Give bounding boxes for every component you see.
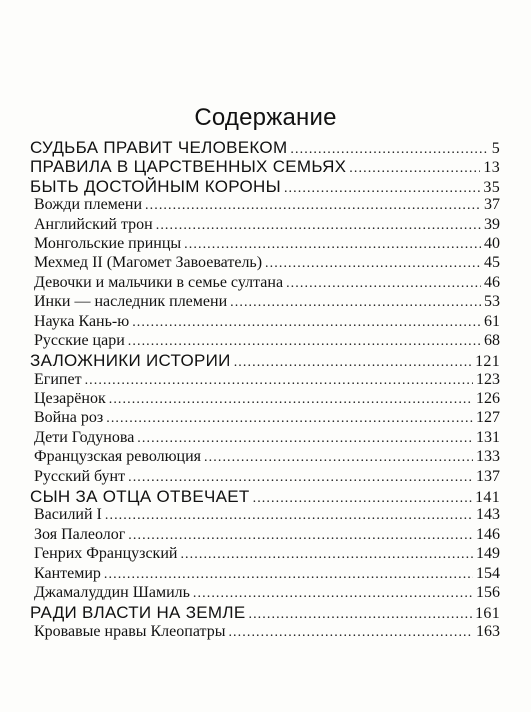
toc-entry-title: Кровавые нравы Клеопатры bbox=[34, 622, 226, 640]
toc-page-number: 163 bbox=[476, 622, 500, 640]
toc-entry bbox=[30, 293, 500, 312]
toc-page-number: 149 bbox=[476, 545, 500, 563]
page-title: Содержание bbox=[194, 104, 337, 131]
toc-entry bbox=[30, 545, 500, 564]
dot-leader bbox=[230, 295, 481, 311]
toc-entry-title: ПРАВИЛА В ЦАРСТВЕННЫХ СЕМЬЯХ bbox=[30, 157, 347, 177]
toc-page-number: 68 bbox=[484, 331, 500, 349]
toc-page-number: 137 bbox=[476, 467, 500, 485]
toc-page-number: 35 bbox=[483, 178, 500, 196]
toc-entry bbox=[30, 603, 500, 622]
toc-page-number: 133 bbox=[476, 448, 500, 466]
dot-leader bbox=[105, 508, 473, 524]
toc-page-number: 126 bbox=[476, 390, 500, 408]
toc-entry-title: Английский трон bbox=[34, 215, 153, 233]
dot-leader bbox=[290, 142, 488, 158]
toc-entry bbox=[30, 254, 500, 273]
toc-entry bbox=[30, 448, 500, 467]
dot-leader bbox=[132, 315, 481, 331]
dot-leader bbox=[156, 218, 481, 234]
dot-leader bbox=[253, 491, 473, 507]
dot-leader bbox=[85, 373, 473, 389]
toc-page-number: 121 bbox=[475, 353, 500, 371]
toc-entry-title: Мехмед II (Магомет Завоеватель) bbox=[34, 254, 263, 272]
dot-leader bbox=[248, 607, 472, 623]
toc-page-number: 161 bbox=[475, 605, 500, 623]
toc-entry-title: Наука Кань-ю bbox=[34, 312, 130, 330]
toc-entry bbox=[30, 371, 500, 390]
toc-page-number: 39 bbox=[484, 215, 500, 233]
dot-leader bbox=[128, 334, 481, 350]
toc-page-number: 37 bbox=[484, 196, 500, 214]
toc-entry bbox=[30, 506, 500, 525]
toc-page-number: 127 bbox=[476, 409, 500, 427]
toc-page-number: 146 bbox=[476, 525, 500, 543]
toc-entry-title: СЫН ЗА ОТЦА ОТВЕЧАЕТ bbox=[30, 487, 250, 507]
toc-entry bbox=[30, 584, 500, 603]
dot-leader bbox=[128, 470, 473, 486]
dot-leader bbox=[228, 625, 473, 641]
dot-leader bbox=[349, 161, 480, 177]
toc-page-number: 13 bbox=[483, 159, 500, 177]
toc-entry-title: Французская революция bbox=[34, 448, 202, 466]
toc-entry-title: РАДИ ВЛАСТИ НА ЗЕМЛЕ bbox=[30, 603, 246, 623]
dot-leader bbox=[104, 567, 473, 583]
toc-entry bbox=[30, 429, 500, 448]
dot-leader bbox=[106, 411, 473, 427]
toc-page-number: 40 bbox=[484, 234, 500, 252]
toc-entry-title: ЗАЛОЖНИКИ ИСТОРИИ bbox=[30, 351, 231, 371]
toc-page-number: 143 bbox=[476, 506, 500, 524]
toc-page-number: 5 bbox=[491, 140, 500, 157]
toc-page-number: 45 bbox=[484, 254, 500, 272]
dot-leader bbox=[265, 256, 481, 272]
toc-entry bbox=[30, 623, 500, 642]
toc-entry bbox=[30, 196, 500, 215]
toc-page-number: 141 bbox=[475, 489, 500, 507]
toc-entry bbox=[30, 313, 500, 332]
table-of-contents bbox=[30, 138, 500, 642]
toc-entry-title: Дети Годунова bbox=[34, 428, 135, 446]
toc-entry-title: Война роз bbox=[34, 409, 104, 427]
dot-leader bbox=[128, 528, 473, 544]
toc-entry bbox=[30, 216, 500, 235]
toc-entry bbox=[30, 487, 500, 506]
toc-entry bbox=[30, 468, 500, 487]
toc-entry-title: СУДЬБА ПРАВИТ ЧЕЛОВЕКОМ bbox=[30, 138, 288, 157]
toc-page-number: 61 bbox=[484, 312, 500, 330]
toc-entry bbox=[30, 177, 500, 196]
toc-entry-title: Кантемир bbox=[34, 564, 101, 582]
toc-entry-title: Вожди племени bbox=[34, 196, 143, 214]
toc-entry bbox=[30, 235, 500, 254]
toc-entry-title: Зоя Палеолог bbox=[34, 525, 126, 543]
toc-entry bbox=[30, 390, 500, 409]
dot-leader bbox=[137, 431, 473, 447]
toc-entry-title: Генрих Французский bbox=[34, 545, 178, 563]
dot-leader bbox=[193, 586, 473, 602]
toc-page-number: 46 bbox=[484, 273, 500, 291]
toc-entry bbox=[30, 274, 500, 293]
toc-page-number: 156 bbox=[476, 583, 500, 601]
toc-entry-title: Русский бунт bbox=[34, 467, 126, 485]
toc-page-number: 123 bbox=[476, 370, 500, 388]
toc-entry bbox=[30, 351, 500, 370]
toc-page-number: 154 bbox=[476, 564, 500, 582]
toc-entry bbox=[30, 565, 500, 584]
dot-leader bbox=[109, 392, 473, 408]
toc-entry bbox=[30, 332, 500, 351]
toc-entry bbox=[30, 526, 500, 545]
dot-leader bbox=[284, 181, 480, 197]
toc-page-number: 53 bbox=[484, 293, 500, 311]
toc-entry-title: Русские цари bbox=[34, 331, 125, 349]
toc-entry-title: БЫТЬ ДОСТОЙНЫМ КОРОНЫ bbox=[30, 176, 281, 196]
toc-entry-title: Василий I bbox=[34, 506, 102, 524]
dot-leader bbox=[184, 237, 481, 253]
toc-entry-title: Монгольские принцы bbox=[34, 234, 182, 252]
toc-entry-title: Джамалуддин Шамиль bbox=[34, 583, 190, 601]
dot-leader bbox=[204, 450, 473, 466]
toc-entry-title: Цезарёнок bbox=[34, 390, 106, 408]
dot-leader bbox=[145, 198, 481, 214]
dot-leader bbox=[180, 547, 473, 563]
toc-entry bbox=[30, 138, 500, 157]
toc-page-number: 131 bbox=[476, 428, 500, 446]
dot-leader bbox=[234, 355, 472, 371]
toc-entry bbox=[30, 157, 500, 176]
toc-entry-title: Инки — наследник племени bbox=[34, 293, 228, 311]
dot-leader bbox=[286, 276, 481, 292]
toc-entry-title: Египет bbox=[34, 370, 82, 388]
toc-entry bbox=[30, 409, 500, 428]
toc-entry-title: Девочки и мальчики в семье султана bbox=[34, 273, 284, 291]
